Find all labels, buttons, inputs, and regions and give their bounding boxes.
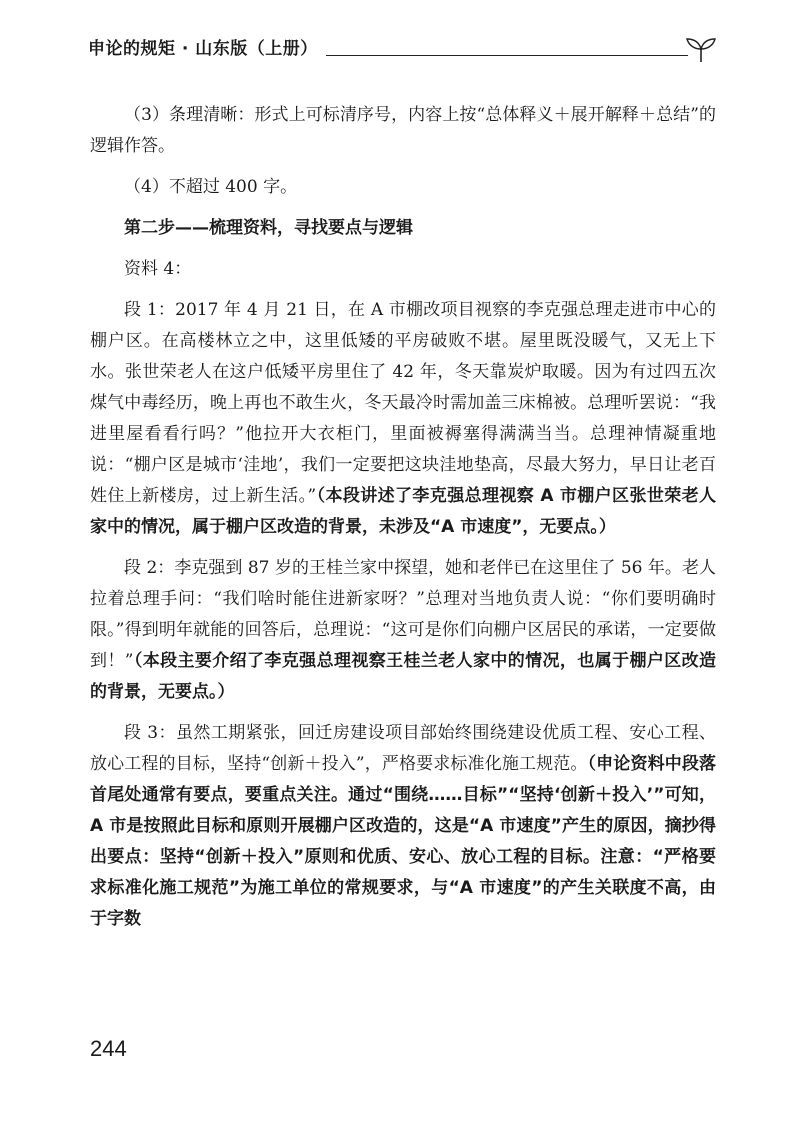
paragraph-section-3	[90, 718, 716, 935]
section-2-text: 段 2：李克强到 87 岁的王桂兰家中探望，她和老伴已在这里住了 56 年。老人拉着总理手问：“我们啥时能住进新家呀？”总理对当地负责人说：“你们要明确时限。”得到明年就能的回答后，总理说：“这可是你们向棚户区居民的承诺，一定要做到！”	[90, 558, 716, 671]
step-two-heading: 第二步——梳理资料，寻找要点与逻辑	[124, 218, 413, 238]
section-3-text: 段 3：虽然工期紧张，回迁房建设项目部始终围绕建设优质工程、安心工程、放心工程的目标，坚持“创新＋投入”，严格要求标准化施工规范。	[90, 723, 716, 774]
section-1-note: （本段讲述了李克强总理视察 A 市棚户区张世荣老人家中的情况，属于棚户区改造的背景，未涉及“A 市速度”，无要点。）	[90, 486, 716, 537]
page-header	[88, 34, 718, 64]
paragraph-section-2	[90, 553, 716, 708]
material-label: 资料 4：	[124, 259, 192, 279]
header-title: 申论的规矩 · 山东版（上册）	[88, 39, 318, 59]
page-number: 244	[90, 1036, 127, 1061]
page-body	[90, 100, 716, 945]
section-1-text: 段 1：2017 年 4 月 21 日，在 A 市棚改项目视察的李克强总理走进市中心的棚户区。在高楼林立之中，这里低矮的平房破败不堪。屋里既没暖气，又无上下水。张世荣老人在这户低矮平房里住了 42 年，冬天靠炭炉取暖。因为有过四五次煤气中毒经历，晚上再也不敢生火，冬天最冷时需加盖三床棉被。总理听罢说：“我进里屋看看行吗？”他拉开大衣柜门，里面被褥塞得满满当当。总理神情凝重地说：“棚户区是城市‘洼地’，我们一定要把这块洼地垫高，尽最大努力，早日让老百姓住上新楼房，过上新生活。”	[90, 300, 716, 506]
sprout-icon	[684, 36, 718, 62]
section-2-note: （本段主要介绍了李克强总理视察王桂兰老人家中的情况，也属于棚户区改造的背景，无要点。）	[90, 651, 716, 702]
section-3-note: （申论资料中段落首尾处通常有要点，要重点关注。通过“围绕……目标”“坚持‘创新＋投入’”可知，A 市是按照此目标和原则开展棚户区改造的，这是“A 市速度”产生的原因，摘抄得出要点：坚持“创新＋投入”原则和优质、安心、放心工程的目标。注意：“严格要求标准化施工规范”为施工单位的常规要求，与“A 市速度”的产生关联度不高，由于字数	[90, 754, 716, 929]
header-rule	[326, 55, 688, 56]
paragraph-condition-4: （4）不超过 400 字。	[124, 177, 298, 197]
paragraph-section-1	[90, 295, 716, 543]
paragraph-condition-3: （3）条理清晰：形式上可标清序号，内容上按“总体释义＋展开解释＋总结”的逻辑作答。	[90, 105, 716, 156]
